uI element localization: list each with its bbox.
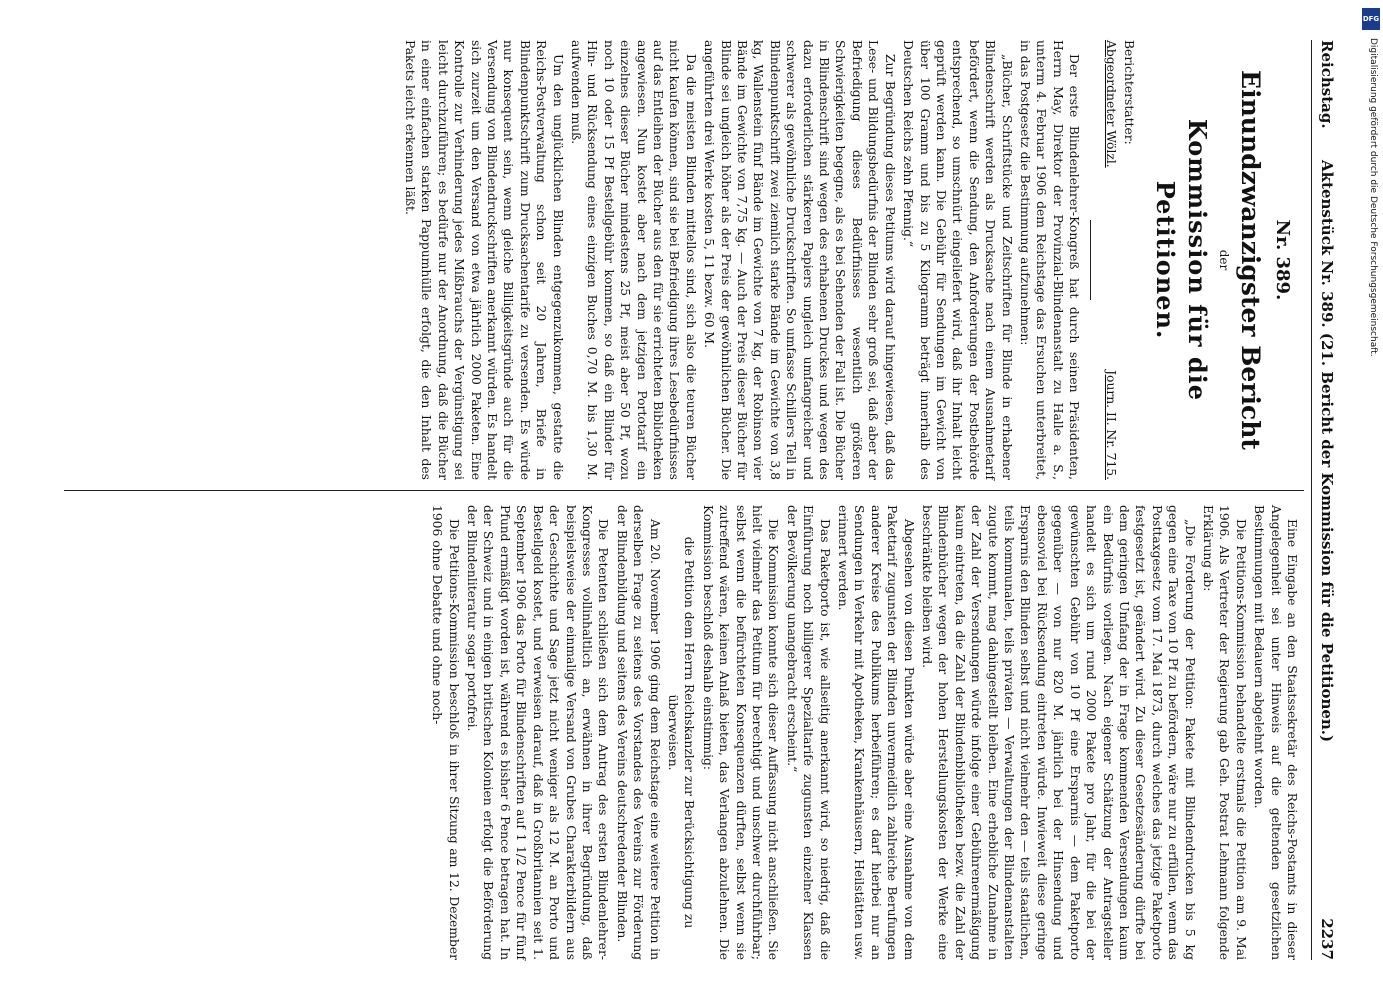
paragraph: Die Petitions-Kommission behandelte erstmals die Petition am 9. Mai 1906. Als Vertreter der Regierung gab Geh. Postrat Lehmann folgende Erklärung ab:	[1200, 505, 1248, 960]
paragraph: Am 20. November 1906 ging dem Reichstage eine weitere Petition in derselben Frage zu seitens des Vorstandes des Vereins zur Förderung der Blindenbildung und seitens des Vereins deutschredender Blinden.	[614, 505, 662, 960]
resolution: die Petition dem Herrn Reichskanzler zur Berücksichtigung zu überweisen.	[665, 536, 697, 929]
paragraph: Der erste Blindenlehrer-Kongreß hat durch seinen Präsidenten, Herrn May, Direktor der Provinzial-Blindenanstalt zu Halle a. S., unterm 4. Februar 1906 dem Reichstage das Ersuchen unterbreitet, in das Postgesetz die Bestimmung aufzunehmen:	[1017, 40, 1082, 480]
header-left: Reichstag.	[1318, 40, 1336, 129]
commission-title: Kommission für die Petitionen.	[1151, 118, 1213, 402]
right-column	[427, 505, 1300, 960]
page-number: 2237	[1318, 918, 1336, 960]
journal-reference: Journ. II. Nr. 715.	[1104, 370, 1119, 480]
paragraph: Eine Eingabe an den Staatssekretär des Reichs-Postamts in dieser Angelegenheit sei unter Hinweis auf die geltenden gesetzlichen Bestimmungen mit Bedauern abgelehnt worden.	[1252, 505, 1299, 960]
paragraph: Abgesehen von diesen Punkten würde aber eine Ausnahme von dem Pakettarif zugunsten der Blinden unvermeidlich zahlreiche Berufungen anderer Kreise des Publikums herbeiführen; es darf hierbei nur an Sendungen in Verkehr mit Apotheken, Krankenhäusern, Heilstätten usw. erinnert werden.	[836, 505, 916, 960]
reporter-label: Berichterstatter:	[1122, 40, 1137, 145]
paragraph: Um den unglücklichen Blinden entgegenzukommen, gestatte die Reichs-Postverwaltung schon seit 20 Jahren, Briefe in Blindenpunktschrift zum Drucksachentarife zu versenden. Es würde nur konsequent sein, wenn gleiche Billigkeitsgründe auch für die Versendung von Blindendruckschriften anerkannt würden. Es handelt sich zurzeit um den Versand von etwa jährlich 2000 Paketen. Eine Kontrolle zur Verhinderung jedes Mißbrauchs der Vergünstigung sei leicht durchzuführen; es bedürfe nur der Anordnung, daß die Bücher in einer einfachen starken Pappumhülle erfolgt, die den Inhalt des Pakets leicht erkennen läßt.	[402, 40, 565, 480]
paragraph: Die Petitions-Kommission beschloß in ihrer Sitzung am 12. Dezember 1906 ohne Debatte und ohne noch-	[430, 505, 461, 960]
dfg-caption: Digitalisierung gefördert durch die Deutsche Forschungsgemeinschaft.	[1368, 38, 1378, 357]
report-title: Einundzwanzigster Bericht	[1235, 70, 1265, 450]
paragraph: „Die Forderung der Petition: Pakete mit Blindendrucken bis 5 kg gegen eine Taxe von 10 Pf zu befördern, wäre nur zu erfüllen, wenn das Posttaxgesetz vom 17. Mai 1873, durch welches das jetzige Paketporto festgesetzt ist, geändert wird. Zu dieser Gesetzesänderung dürfte bei dem geringen Umfang der in Frage kommenden Versendungen kaum ein Bedürfnis vorliegen. Nach eigener Schätzung der Antragsteller handelt es sich um rund 2000 Pakete pro Jahr, für die bei der gewünschten Gebühr von 10 Pf eine Ersparnis — dem Paketporto gegenüber — von nur 820 M. jährlich bei der Hinsendung und ebensoviel bei Rücksendung eintreten würde. Inwieweit diese geringe Ersparnis den Blinden selbst und nicht vielmehr den — teils staatlichen, teils kommunalen, teils privaten — Verwaltungen der Blindenanstalten zugute kommt, mag dahingestellt bleiben. Eine erhebliche Zunahme in der Zahl der Versendungen würde infolge einer Gebührenermäßigung kaum eintreten, da die Zahl der Blindenbibliotheken bezw. die Zahl der Blindenbücher wegen der hohen Herstellungskosten der Werke eine beschränkte bleiben wird.	[920, 505, 1197, 960]
reporter-name: Abgeordneter Wölzl.	[1104, 40, 1119, 168]
title-der: der	[1216, 249, 1231, 271]
paragraph: Zur Begründung dieses Petitums wird darauf hingewiesen, daß das Lese- und Bildungsbedürfnis der Blinden sehr groß sei, daß aber der Befriedigung dieses Bedürfnisses wesentlich größeren Schwierigkeiten begegne, als es bei Sehenden der Fall ist. Die Bücher in Blindenschrift sind wegen des erhabenen Druckes und wegen des dazu erforderlichen stärkeren Papiers ungleich umfangreicher und schwerer als gewöhnliche Druckschriften. So umfasse Schillers Tell in Blindenpunktschrift zwei ziemlich starke Bände im Gewichte von 3,8 kg, Wallenstein fünf Bände im Gewichte von 7 kg, der Robinson vier Bände im Gewichte von 7,75 kg. — Auch der Preis dieser Bücher für Blinde sei ungleich höher als der Preis der gewöhnlichen Bücher. Die angeführten drei Werke kosten 5, 11 bezw. 60 M.	[702, 40, 897, 480]
reporter-block	[1095, 40, 1137, 480]
dfg-logo: DFG	[1362, 8, 1380, 30]
left-column	[400, 40, 1300, 480]
title-divider	[1090, 220, 1091, 300]
header-center: Aktenstück Nr. 389. (21. Bericht der Kommission für die Petitionen.)	[1318, 160, 1336, 743]
paragraph: Das Paketporto ist, wie allseitig anerkannt wird, so niedrig, daß die Einführung noch billigerer Spezialtarife zugunsten einzelner Klassen der Bevölkerung unangebracht erscheint.“	[784, 505, 832, 960]
paragraph: Die Kommission konnte sich dieser Auffassung nicht anschließen. Sie hielt vielmehr das Petitum für berechtigt und unschwer durchführbar; selbst wenn die befürchteten Konsequenzen dürften, selbst wenn sie zutreffend wären, keinen Anlaß bieten, das Verlangen abzulehnen. Die Kommission beschloß deshalb einstimmig:	[700, 505, 781, 960]
digitization-note	[1362, 8, 1380, 998]
column-divider	[64, 490, 1304, 491]
paragraph: „Bücher, Schriftstücke und Zeitschriften für Blinde in erhabener Blindenschrift werden als Drucksache nach einem Ausnahmetarif befördert, wenn die Sendung, den Anforderungen der Postbehörde entsprechend, so umschnürt eingeliefert wird, daß ihr Inhalt leicht geprüft werden kann. Die Gebühr für Sendungen im Gewicht von über 100 Gramm und bis zu 5 Kilogramm beträgt innerhalb des Deutschen Reichs zehn Pfennig.“	[901, 40, 1014, 480]
paragraph: Da die meisten Blinden mittellos sind, sich also die teuren Bücher nicht kaufen können, sind sie bei Befriedigung ihres Lesebedürfnisses auf das Entleihen der Bücher aus den für sie errichteten Bibliotheken angewiesen. Nun kostet aber nach dem jetzigen Portotarif ein einzelnes dieser Bücher mindestens 25 Pf, meist aber 50 Pf, wozu noch 10 oder 15 Pf Bestellgebühr kommen, so daß ein Blinder für Hin- und Rücksendung eines einzigen Buches 0,70 M. bis 1,30 M. aufwenden muß.	[569, 40, 698, 480]
document-page	[50, 0, 1350, 1000]
header-rule	[1311, 40, 1312, 960]
document-number: Nr. 389.	[1272, 219, 1293, 301]
paragraph: Die Petenten schließen sich dem Antrag des ersten Blindenlehrer-Kongresses vollinhaltlich an, erwähnen in ihrer Begründung, daß beispielsweise der einmalige Versand von Grubes Charakterbildern aus der Geschichte und Sage jetzt nicht weniger als 12 M. an Porto und Bestellgeld kostet, und verweisen darauf, daß in Großbritannien seit 1. September 1906 das Porto für Blindenschriften auf 1 1/2 Pence für fünf Pfund ermäßigt worden ist, während es bisher 6 Pence betragen hat. In der Schweiz und in einigen britischen Kolonien erfolgt die Beförderung der Blindenliteratur sogar portofrei.	[465, 505, 611, 960]
